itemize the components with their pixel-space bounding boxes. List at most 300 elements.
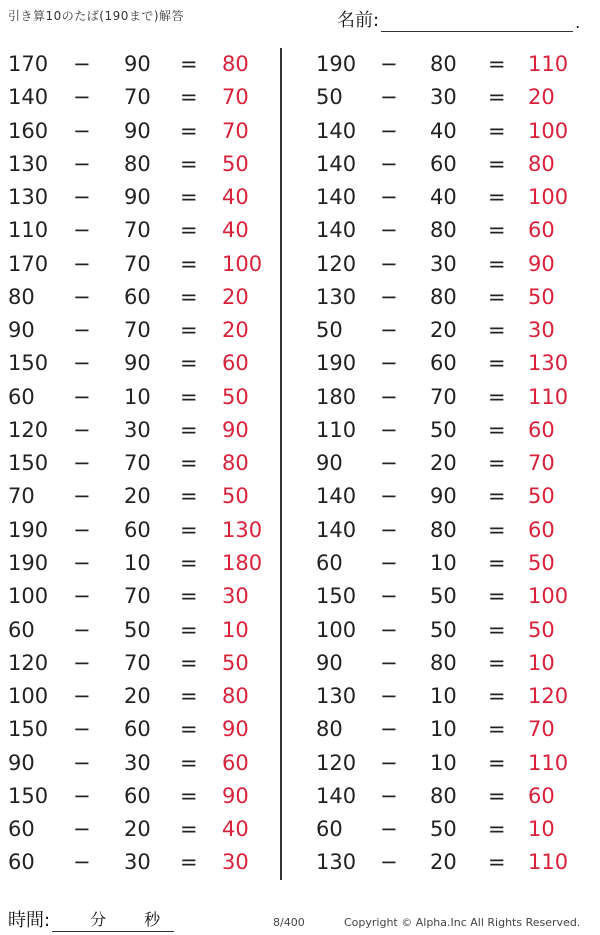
answer: 50 xyxy=(222,650,249,675)
answer: 90 xyxy=(528,251,555,276)
minuend: 140 xyxy=(8,85,49,110)
equals-sign: = xyxy=(488,617,506,642)
equals-sign: = xyxy=(180,284,198,309)
minus-sign: − xyxy=(73,684,91,709)
answer: 100 xyxy=(528,185,569,210)
minus-sign: − xyxy=(380,151,398,176)
problem-row xyxy=(300,281,600,314)
problem-row xyxy=(0,81,280,114)
minuend: 150 xyxy=(8,451,49,476)
problem-row xyxy=(0,314,280,347)
equals-sign: = xyxy=(488,351,506,376)
minus-sign: − xyxy=(380,451,398,476)
minuend: 160 xyxy=(8,118,49,143)
answer: 40 xyxy=(222,817,249,842)
problem-row xyxy=(300,148,600,181)
answer: 40 xyxy=(222,218,249,243)
answer: 50 xyxy=(222,384,249,409)
problem-row xyxy=(300,514,600,547)
problem-row xyxy=(300,48,600,81)
minuend: 100 xyxy=(316,617,357,642)
problem-row xyxy=(0,647,280,680)
problem-row xyxy=(300,647,600,680)
answer: 60 xyxy=(222,750,249,775)
minuend: 190 xyxy=(316,351,357,376)
subtrahend: 50 xyxy=(430,617,457,642)
problem-row xyxy=(0,780,280,813)
minuend: 120 xyxy=(8,650,49,675)
subtrahend: 40 xyxy=(430,185,457,210)
answer: 80 xyxy=(222,451,249,476)
problem-row xyxy=(0,680,280,713)
minus-sign: − xyxy=(380,318,398,343)
subtrahend: 20 xyxy=(124,817,151,842)
minus-sign: − xyxy=(380,118,398,143)
minus-sign: − xyxy=(380,584,398,609)
subtrahend: 30 xyxy=(430,251,457,276)
minus-sign: − xyxy=(73,85,91,110)
problem-row xyxy=(0,248,280,281)
minuend: 140 xyxy=(316,151,357,176)
subtrahend: 60 xyxy=(124,717,151,742)
equals-sign: = xyxy=(180,850,198,875)
minus-sign: − xyxy=(380,284,398,309)
answer: 80 xyxy=(222,52,249,76)
subtrahend: 70 xyxy=(124,251,151,276)
minus-sign: − xyxy=(73,750,91,775)
minuend: 170 xyxy=(8,251,49,276)
answer: 120 xyxy=(528,684,569,709)
subtrahend: 80 xyxy=(430,650,457,675)
problem-row xyxy=(0,813,280,846)
subtrahend: 80 xyxy=(430,52,457,76)
left-problem-column xyxy=(0,48,280,880)
minus-sign: − xyxy=(73,617,91,642)
equals-sign: = xyxy=(180,318,198,343)
minus-sign: − xyxy=(73,318,91,343)
subtrahend: 70 xyxy=(124,650,151,675)
minuend: 150 xyxy=(8,783,49,808)
equals-sign: = xyxy=(488,584,506,609)
equals-sign: = xyxy=(180,118,198,143)
minus-sign: − xyxy=(73,151,91,176)
problem-row xyxy=(300,713,600,746)
equals-sign: = xyxy=(180,151,198,176)
subtrahend: 90 xyxy=(124,52,151,76)
minus-sign: − xyxy=(73,584,91,609)
answer: 50 xyxy=(528,484,555,509)
answer: 60 xyxy=(528,417,555,442)
minuend: 150 xyxy=(8,351,49,376)
subtrahend: 10 xyxy=(124,384,151,409)
minus-sign: − xyxy=(380,783,398,808)
minus-sign: − xyxy=(73,185,91,210)
minuend: 100 xyxy=(8,584,49,609)
answer: 60 xyxy=(222,351,249,376)
minus-sign: − xyxy=(380,717,398,742)
equals-sign: = xyxy=(180,817,198,842)
subtrahend: 30 xyxy=(124,417,151,442)
equals-sign: = xyxy=(180,783,198,808)
subtrahend: 70 xyxy=(430,384,457,409)
problem-row xyxy=(0,547,280,580)
equals-sign: = xyxy=(180,85,198,110)
equals-sign: = xyxy=(180,417,198,442)
minus-sign: − xyxy=(73,451,91,476)
equals-sign: = xyxy=(180,384,198,409)
answer: 50 xyxy=(222,151,249,176)
subtrahend: 70 xyxy=(124,218,151,243)
equals-sign: = xyxy=(488,550,506,575)
problem-row xyxy=(0,713,280,746)
answer: 50 xyxy=(222,484,249,509)
minuend: 130 xyxy=(316,284,357,309)
minus-sign: − xyxy=(380,550,398,575)
subtrahend: 90 xyxy=(124,118,151,143)
subtrahend: 20 xyxy=(430,318,457,343)
minuend: 90 xyxy=(316,650,343,675)
minuend: 60 xyxy=(8,384,35,409)
minuend: 140 xyxy=(316,185,357,210)
minuend: 150 xyxy=(8,717,49,742)
subtrahend: 10 xyxy=(124,550,151,575)
equals-sign: = xyxy=(488,650,506,675)
answer: 110 xyxy=(528,52,569,76)
answer: 180 xyxy=(222,550,263,575)
minus-sign: − xyxy=(380,185,398,210)
minuend: 130 xyxy=(8,151,49,176)
answer: 90 xyxy=(222,717,249,742)
subtrahend: 10 xyxy=(430,550,457,575)
answer: 20 xyxy=(222,284,249,309)
subtrahend: 20 xyxy=(430,451,457,476)
equals-sign: = xyxy=(488,318,506,343)
equals-sign: = xyxy=(488,417,506,442)
minus-sign: − xyxy=(380,85,398,110)
subtrahend: 50 xyxy=(430,584,457,609)
problem-row xyxy=(0,214,280,247)
equals-sign: = xyxy=(488,517,506,542)
minus-sign: − xyxy=(73,484,91,509)
subtrahend: 50 xyxy=(430,417,457,442)
problem-row xyxy=(300,747,600,780)
subtrahend: 10 xyxy=(430,717,457,742)
answer: 110 xyxy=(528,750,569,775)
subtrahend: 10 xyxy=(430,684,457,709)
answer: 100 xyxy=(222,251,263,276)
answer: 60 xyxy=(528,517,555,542)
minuend: 130 xyxy=(316,850,357,875)
problem-row xyxy=(300,780,600,813)
minuend: 50 xyxy=(316,318,343,343)
subtrahend: 30 xyxy=(124,750,151,775)
problem-row xyxy=(300,680,600,713)
minus-sign: − xyxy=(380,417,398,442)
minutes-label: 分 xyxy=(90,910,107,929)
problem-row xyxy=(300,846,600,879)
answer: 90 xyxy=(222,783,249,808)
minus-sign: − xyxy=(73,850,91,875)
subtrahend: 80 xyxy=(430,284,457,309)
minus-sign: − xyxy=(73,517,91,542)
copyright-notice: Copyright © Alpha.Inc All Rights Reserved. xyxy=(344,916,581,929)
subtrahend: 60 xyxy=(124,517,151,542)
equals-sign: = xyxy=(488,52,506,76)
equals-sign: = xyxy=(488,850,506,875)
subtrahend: 80 xyxy=(430,517,457,542)
problem-row xyxy=(300,414,600,447)
subtrahend: 10 xyxy=(430,750,457,775)
equals-sign: = xyxy=(180,750,198,775)
equals-sign: = xyxy=(180,717,198,742)
problem-row xyxy=(300,813,600,846)
answer: 20 xyxy=(222,318,249,343)
answer: 70 xyxy=(528,717,555,742)
minus-sign: − xyxy=(380,750,398,775)
subtrahend: 70 xyxy=(124,318,151,343)
minuend: 140 xyxy=(316,484,357,509)
answer: 30 xyxy=(222,584,249,609)
subtrahend: 80 xyxy=(124,151,151,176)
subtrahend: 50 xyxy=(124,617,151,642)
problem-row xyxy=(0,414,280,447)
subtrahend: 70 xyxy=(124,451,151,476)
equals-sign: = xyxy=(180,351,198,376)
problem-row xyxy=(0,514,280,547)
problem-row xyxy=(0,846,280,879)
minus-sign: − xyxy=(380,517,398,542)
subtrahend: 60 xyxy=(430,151,457,176)
minus-sign: − xyxy=(380,850,398,875)
minus-sign: − xyxy=(73,251,91,276)
equals-sign: = xyxy=(488,484,506,509)
equals-sign: = xyxy=(488,118,506,143)
answer: 80 xyxy=(222,684,249,709)
minuend: 90 xyxy=(8,318,35,343)
minuend: 140 xyxy=(316,118,357,143)
problem-row xyxy=(300,580,600,613)
answer: 80 xyxy=(528,151,555,176)
minus-sign: − xyxy=(73,717,91,742)
problem-row xyxy=(0,614,280,647)
seconds-label: 秒 xyxy=(144,910,161,929)
problem-row xyxy=(300,347,600,380)
equals-sign: = xyxy=(488,151,506,176)
equals-sign: = xyxy=(488,717,506,742)
problem-row xyxy=(0,115,280,148)
equals-sign: = xyxy=(180,251,198,276)
problem-row xyxy=(0,447,280,480)
answer: 50 xyxy=(528,284,555,309)
minus-sign: − xyxy=(380,52,398,76)
minus-sign: − xyxy=(380,218,398,243)
answer: 130 xyxy=(222,517,263,542)
equals-sign: = xyxy=(180,218,198,243)
answer: 70 xyxy=(528,451,555,476)
subtrahend: 70 xyxy=(124,584,151,609)
equals-sign: = xyxy=(488,451,506,476)
answer: 110 xyxy=(528,384,569,409)
subtrahend: 90 xyxy=(430,484,457,509)
minuend: 140 xyxy=(316,783,357,808)
answer: 40 xyxy=(222,185,249,210)
minuend: 100 xyxy=(8,684,49,709)
minuend: 50 xyxy=(316,85,343,110)
minus-sign: − xyxy=(73,783,91,808)
answer: 10 xyxy=(222,617,249,642)
minuend: 180 xyxy=(316,384,357,409)
equals-sign: = xyxy=(488,251,506,276)
minuend: 80 xyxy=(8,284,35,309)
answer: 70 xyxy=(222,85,249,110)
answer: 50 xyxy=(528,550,555,575)
answer: 90 xyxy=(222,417,249,442)
problem-row xyxy=(300,480,600,513)
answer: 10 xyxy=(528,817,555,842)
problem-row xyxy=(0,181,280,214)
subtrahend: 40 xyxy=(430,118,457,143)
time-blank-line xyxy=(52,909,174,932)
page-number: 8/400 xyxy=(273,916,305,929)
answer: 70 xyxy=(222,118,249,143)
minus-sign: − xyxy=(73,118,91,143)
problem-row xyxy=(300,314,600,347)
minus-sign: − xyxy=(73,650,91,675)
problem-row xyxy=(0,381,280,414)
minuend: 60 xyxy=(8,850,35,875)
equals-sign: = xyxy=(180,185,198,210)
name-label: 名前: xyxy=(337,10,380,31)
answer: 30 xyxy=(528,318,555,343)
subtrahend: 60 xyxy=(124,783,151,808)
minuend: 110 xyxy=(316,417,357,442)
minus-sign: − xyxy=(380,684,398,709)
minuend: 120 xyxy=(8,417,49,442)
minus-sign: − xyxy=(380,617,398,642)
equals-sign: = xyxy=(488,684,506,709)
answer: 60 xyxy=(528,218,555,243)
answer: 100 xyxy=(528,584,569,609)
subtrahend: 80 xyxy=(430,218,457,243)
subtrahend: 30 xyxy=(124,850,151,875)
equals-sign: = xyxy=(180,617,198,642)
equals-sign: = xyxy=(180,584,198,609)
right-problem-column xyxy=(300,48,600,880)
problem-row xyxy=(0,347,280,380)
minus-sign: − xyxy=(380,650,398,675)
problem-row xyxy=(300,214,600,247)
minuend: 190 xyxy=(316,52,357,76)
problem-row xyxy=(300,547,600,580)
minus-sign: − xyxy=(73,284,91,309)
problem-row xyxy=(0,148,280,181)
equals-sign: = xyxy=(488,185,506,210)
name-field xyxy=(337,6,580,32)
subtrahend: 20 xyxy=(124,484,151,509)
minus-sign: − xyxy=(73,417,91,442)
problem-row xyxy=(0,480,280,513)
worksheet-title: 引き算10のたば(190まで)解答 xyxy=(8,9,185,23)
equals-sign: = xyxy=(488,85,506,110)
equals-sign: = xyxy=(488,817,506,842)
minuend: 60 xyxy=(8,817,35,842)
minus-sign: − xyxy=(73,550,91,575)
answer: 110 xyxy=(528,850,569,875)
problem-row xyxy=(0,747,280,780)
subtrahend: 70 xyxy=(124,85,151,110)
minuend: 120 xyxy=(316,750,357,775)
subtrahend: 90 xyxy=(124,351,151,376)
minuend: 90 xyxy=(8,750,35,775)
name-blank-line xyxy=(381,11,573,32)
answer: 30 xyxy=(222,850,249,875)
equals-sign: = xyxy=(180,684,198,709)
equals-sign: = xyxy=(180,650,198,675)
equals-sign: = xyxy=(180,484,198,509)
problem-row xyxy=(300,115,600,148)
equals-sign: = xyxy=(180,52,198,76)
equals-sign: = xyxy=(180,550,198,575)
minus-sign: − xyxy=(380,484,398,509)
answer: 20 xyxy=(528,85,555,110)
column-divider xyxy=(280,48,282,880)
minus-sign: − xyxy=(73,384,91,409)
minuend: 80 xyxy=(316,717,343,742)
equals-sign: = xyxy=(180,517,198,542)
minus-sign: − xyxy=(380,817,398,842)
minus-sign: − xyxy=(380,384,398,409)
minus-sign: − xyxy=(73,351,91,376)
answer: 10 xyxy=(528,650,555,675)
problem-row xyxy=(0,580,280,613)
minuend: 130 xyxy=(316,684,357,709)
subtrahend: 30 xyxy=(430,85,457,110)
equals-sign: = xyxy=(488,218,506,243)
problem-row xyxy=(300,181,600,214)
equals-sign: = xyxy=(180,451,198,476)
minuend: 60 xyxy=(8,617,35,642)
time-label: 時間: xyxy=(8,910,51,931)
answer: 130 xyxy=(528,351,569,376)
subtrahend: 60 xyxy=(430,351,457,376)
equals-sign: = xyxy=(488,783,506,808)
minuend: 130 xyxy=(8,185,49,210)
problem-row xyxy=(300,248,600,281)
minuend: 140 xyxy=(316,218,357,243)
problem-row xyxy=(300,447,600,480)
subtrahend: 90 xyxy=(124,185,151,210)
equals-sign: = xyxy=(488,284,506,309)
problem-row xyxy=(300,381,600,414)
minus-sign: − xyxy=(73,52,91,76)
problem-row xyxy=(0,281,280,314)
minus-sign: − xyxy=(380,251,398,276)
minus-sign: − xyxy=(73,218,91,243)
minuend: 90 xyxy=(316,451,343,476)
subtrahend: 60 xyxy=(124,284,151,309)
minuend: 190 xyxy=(8,517,49,542)
problem-row xyxy=(300,81,600,114)
minus-sign: − xyxy=(380,351,398,376)
minuend: 190 xyxy=(8,550,49,575)
minuend: 140 xyxy=(316,517,357,542)
answer: 50 xyxy=(528,617,555,642)
equals-sign: = xyxy=(488,384,506,409)
subtrahend: 20 xyxy=(124,684,151,709)
problem-row xyxy=(300,614,600,647)
minuend: 150 xyxy=(316,584,357,609)
minuend: 170 xyxy=(8,52,49,76)
